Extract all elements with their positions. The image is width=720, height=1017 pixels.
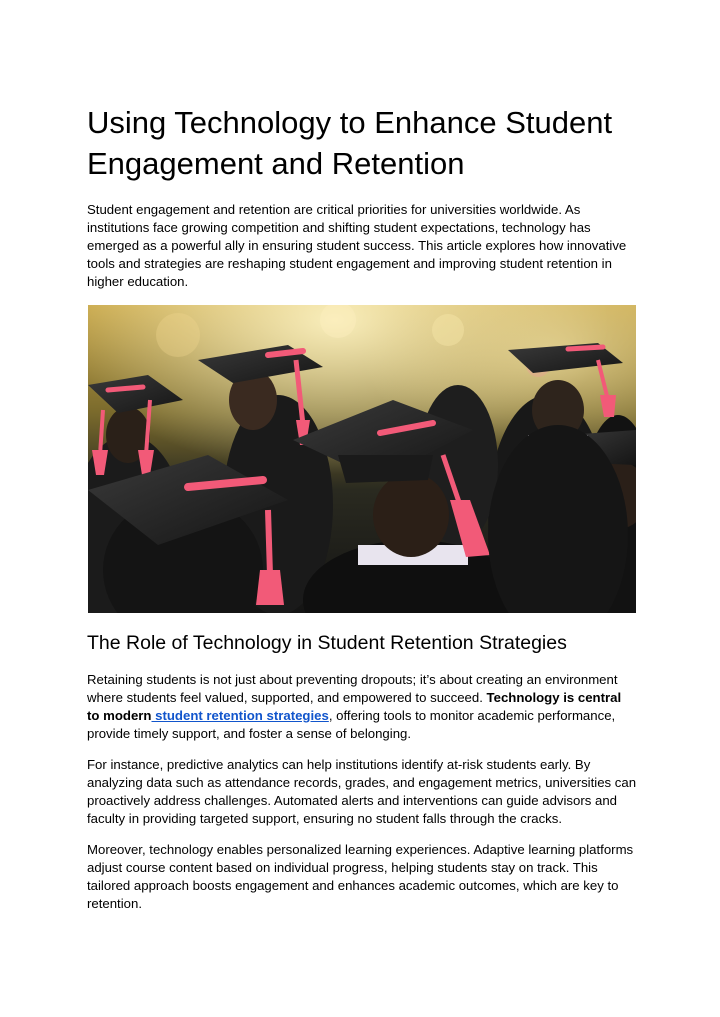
paragraph-personalized-learning: Moreover, technology enables personalized learning experiences. Adaptive learning platforms adjust course content based on individual progress, helping students stay on track. This tailored approach boosts engagement and enhances academic outcomes, which are key to retention. (87, 842, 634, 911)
bold-phrase: Technology is central to modern (87, 690, 622, 723)
graduation-photo-icon (88, 305, 636, 613)
article-title: Using Technology to Enhance Student Engagement and Retention (87, 105, 613, 181)
intro-paragraph: Student engagement and retention are critical priorities for universities worldwide. As institutions face growing competition and shifting student expectations, technology has emerged as a powerful ally in ensuring student success. This article explores how innovative tools and strategies are reshaping student engagement and improving student retention in higher education. (87, 202, 627, 289)
paragraph-role-of-technology (87, 671, 637, 743)
section-heading: The Role of Technology in Student Retention Strategies (87, 632, 567, 654)
paragraph-text-continued: , offering tools to monitor academic performance, provide timely support, and foster a sense of belonging. (87, 708, 616, 741)
graduation-photo (88, 305, 636, 613)
student-retention-strategies-link[interactable]: student retention strategies (151, 708, 329, 723)
paragraph-text: Retaining students is not just about preventing dropouts; it’s about creating an environment where students feel valued, supported, and empowered to succeed. (87, 672, 618, 705)
paragraph-predictive-analytics: For instance, predictive analytics can help institutions identify at-risk students early. By analyzing data such as attendance records, grades, and engagement metrics, universities can proactively address challenges. Automated alerts and interventions can guide advisors and faculty in providing targeted support, ensuring no student falls through the cracks. (87, 757, 637, 826)
